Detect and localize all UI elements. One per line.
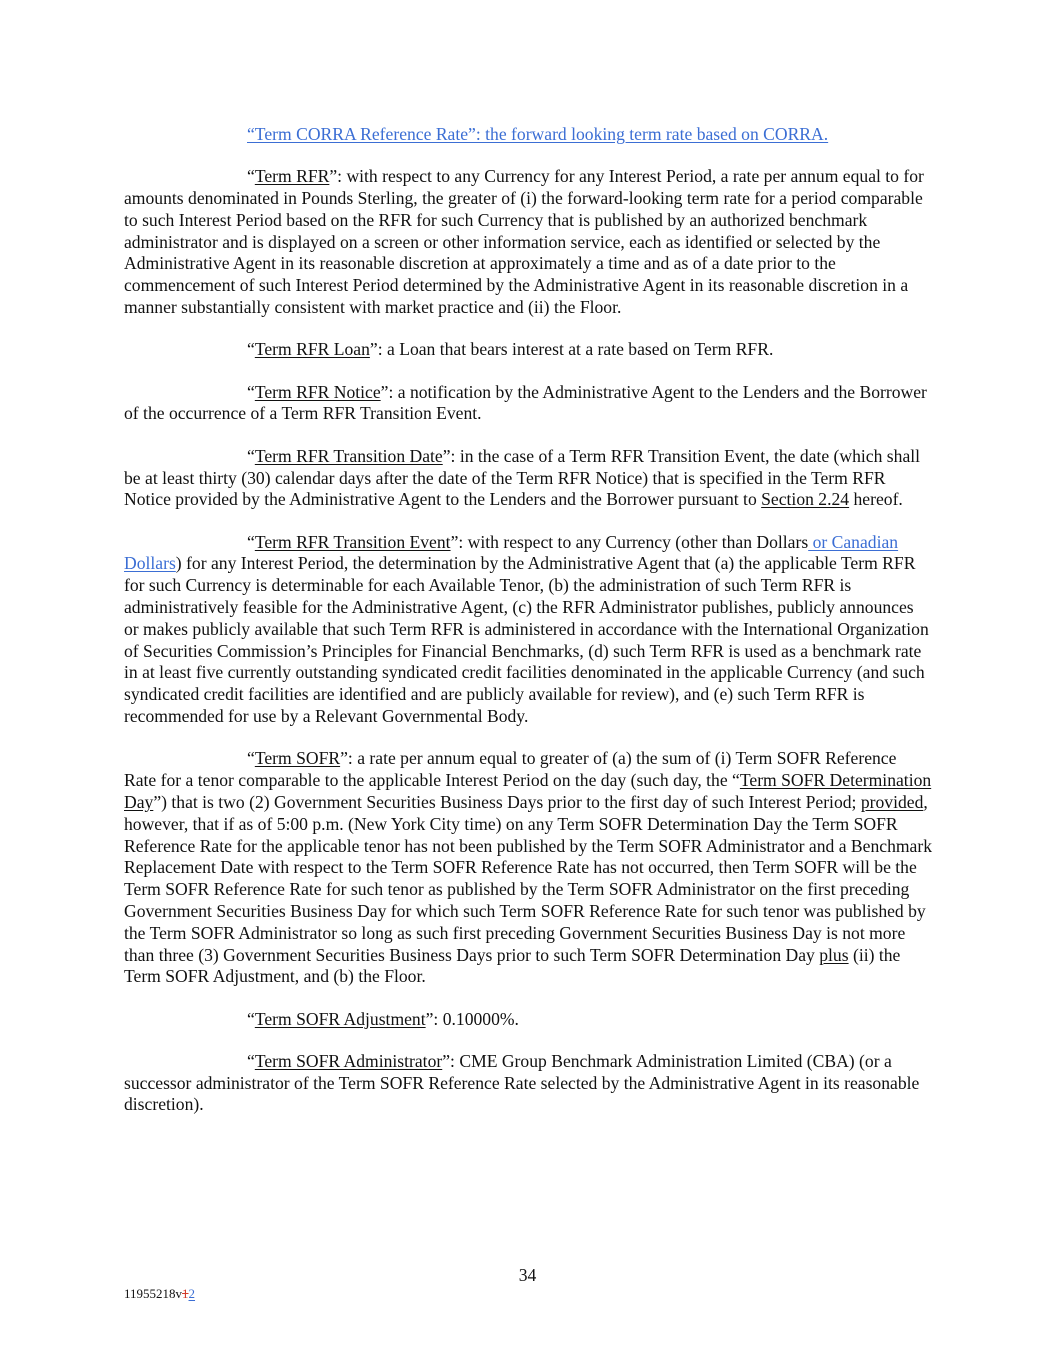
- defined-term: Term RFR Loan: [254, 339, 370, 360]
- defined-term: Term RFR Transition Date: [254, 445, 443, 466]
- definition-text: ”: a Loan that bears interest at a rate based on Term RFR.: [369, 339, 774, 360]
- definition-term-sofr-adjustment: [124, 1009, 932, 1031]
- defined-term: Term RFR Transition Event: [254, 531, 451, 552]
- defined-term: Term SOFR Adjustment: [254, 1008, 426, 1029]
- document-id-base: 11955218v: [124, 1286, 183, 1301]
- definition-text: “: [247, 531, 255, 552]
- definition-text: “: [247, 445, 255, 466]
- page-number: 34: [518, 1265, 537, 1285]
- inserted-text: “Term CORRA Reference Rate”: the forward looking term rate based on CORRA.: [247, 124, 829, 144]
- definition-term-rfr: [124, 166, 932, 319]
- definition-term-corra-reference-rate: [124, 124, 932, 146]
- definition-text: “: [247, 1008, 255, 1029]
- definition-text: ”: a rate per annum equal to greater of (a) the sum of (i) Term SOFR Reference Rate for a tenor comparable to the applicable Interest Period on the day (such day, the “: [124, 748, 897, 791]
- definition-text: “: [247, 381, 255, 402]
- definition-term-rfr-transition-event: [124, 532, 932, 728]
- definition-text: “: [247, 339, 255, 360]
- defined-term: provided: [860, 791, 924, 812]
- defined-term: plus: [819, 944, 849, 965]
- definition-text: ”: CME Group Benchmark Administration Limited (CBA) (or a successor administrator of the Term SOFR Reference Rate selected by the Administrative Agent in its reasonable discretion).: [124, 1050, 920, 1115]
- definition-text: ”: with respect to any Currency (other than Dollars: [450, 531, 809, 552]
- defined-term: Term RFR Notice: [254, 381, 381, 402]
- defined-term: Term SOFR Determination Day: [124, 770, 932, 812]
- definition-term-rfr-transition-date: [124, 446, 932, 511]
- definition-text: (ii) the Term SOFR Adjustment, and (b) the Floor.: [124, 944, 901, 987]
- defined-term: Term SOFR Administrator: [254, 1050, 443, 1071]
- definition-text: ”: a notification by the Administrative Agent to the Lenders and the Borrower of the occurrence of a Term RFR Transition Event.: [124, 381, 927, 424]
- definition-text: “: [247, 748, 255, 769]
- definition-text: ”: with respect to any Currency for any Interest Period, a rate per annum equal to for amounts denominated in Pounds Sterling, the greater of (i) the forward-looking term rate for a period comparable to such Interest Period based on the RFR for such Currency that is published by an authorized benchmark administrator and is displayed on a screen or other information service, each as identified or selected by the Administrative Agent in its reasonable discretion at approximately a time and as of a date prior to the commencement of such Interest Period determined by the Administrative Agent in its reasonable discretion in a manner substantially consistent with market practice and (ii) the Floor.: [124, 166, 924, 318]
- definition-term-sofr: [124, 748, 932, 988]
- document-id-deleted-version: 1: [182, 1286, 189, 1301]
- definition-text: “: [247, 166, 255, 187]
- definition-term-rfr-loan: [124, 339, 932, 361]
- definition-text: , however, that if as of 5:00 p.m. (New York City time) on any Term SOFR Determination Day the Term SOFR Reference Rate for the applicable tenor has not been published by the Term SOFR Administrator and a Benchmark Replacement Date with respect to the Term SOFR Reference Rate has not occurred, then Term SOFR will be the Term SOFR Reference Rate for such tenor as published by the Term SOFR Administrator on the first preceding Government Securities Business Day for which such Term SOFR Reference Rate for such tenor was published by the Term SOFR Administrator so long as such first preceding Government Securities Business Day is not more than three (3) Government Securities Business Days prior to such Term SOFR Determination Day: [124, 791, 933, 965]
- document-id-inserted-version: 2: [188, 1286, 196, 1301]
- document-id: [124, 1286, 195, 1302]
- definition-text: hereof.: [849, 489, 903, 510]
- definition-term-rfr-notice: [124, 382, 932, 426]
- definition-text: ) for any Interest Period, the determination by the Administrative Agent that (a) the applicable Term RFR for such Currency is determinable for each Available Tenor, (b) the administration of such Term RFR is administratively feasible for the Administrative Agent, (c) the RFR Administrator publishes, publicly announces or makes publicly available that such Term RFR is administered in accordance with the International Organization of Securities Commission’s Principles for Financial Benchmarks, (d) such Term RFR is used as a benchmark rate in at least five currently outstanding syndicated credit facilities denominated in the applicable Currency (and such syndicated credit facilities are identified and are publicly available for review), and (e) such Term RFR is recommended for use by a Relevant Governmental Body.: [124, 553, 929, 727]
- document-body: [124, 124, 932, 1137]
- inserted-text: or Canadian Dollars: [124, 531, 899, 574]
- definition-text: ”) that is two (2) Government Securities Business Days prior to the first day of such Interest Period;: [153, 791, 861, 812]
- definition-text: ”: 0.10000%.: [425, 1008, 519, 1029]
- definition-text: “: [247, 1050, 255, 1071]
- definition-term-sofr-administrator: [124, 1051, 932, 1116]
- defined-term: Section 2.24: [761, 489, 850, 510]
- definition-text: ”: in the case of a Term RFR Transition Event, the date (which shall be at least thirty (30) calendar days after the date of the Term RFR Notice) that is specified in the Term RFR Notice provided by the Administrative Agent to the Lenders and the Borrower pursuant to: [124, 445, 921, 510]
- defined-term: Term RFR: [254, 166, 330, 187]
- defined-term: Term SOFR: [254, 748, 341, 769]
